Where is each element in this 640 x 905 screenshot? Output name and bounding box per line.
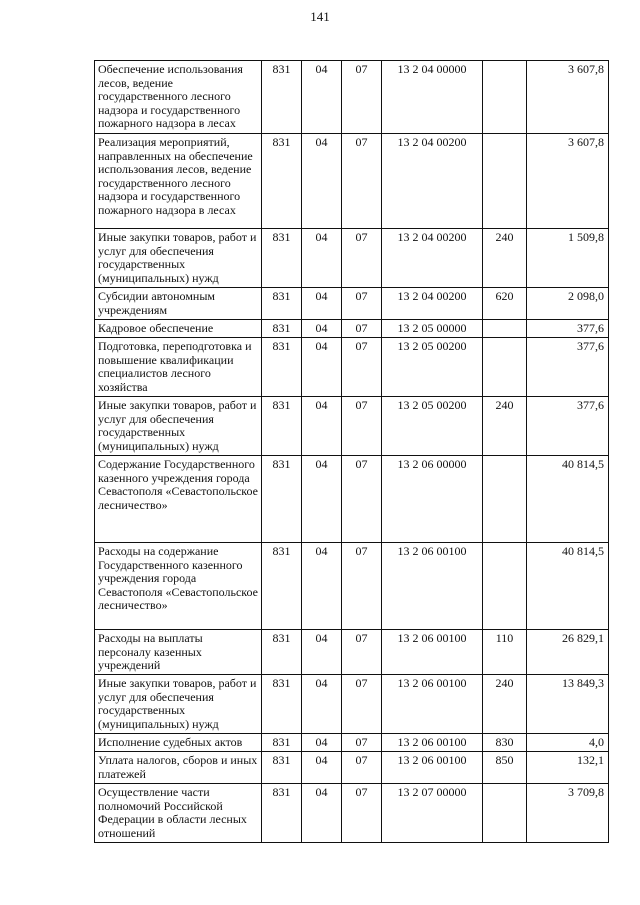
row-target-article-cell: 13 2 04 00200 xyxy=(382,134,483,229)
table-body xyxy=(95,61,609,843)
page-number: 141 xyxy=(310,9,330,24)
row-section-code-cell: 04 xyxy=(302,229,342,288)
row-ministry-code-cell: 831 xyxy=(262,397,302,456)
row-section-code-cell: 04 xyxy=(302,734,342,752)
row-target-article-cell: 13 2 06 00100 xyxy=(382,734,483,752)
row-name-cell: Содержание Государственного казенного учреждения города Севастополя «Севастопольское лесничество» xyxy=(95,456,262,543)
table-row xyxy=(95,338,609,397)
row-ministry-code-cell: 831 xyxy=(262,229,302,288)
row-name-cell: Иные закупки товаров, работ и услуг для обеспечения государственных (муниципальных) нужд xyxy=(95,675,262,734)
row-section-code-cell: 04 xyxy=(302,456,342,543)
row-expense-type-cell xyxy=(483,543,527,630)
row-name-cell: Кадровое обеспечение xyxy=(95,320,262,338)
row-ministry-code-cell: 831 xyxy=(262,675,302,734)
row-name-cell: Расходы на выплаты персоналу казенных учреждений xyxy=(95,630,262,675)
row-subsection-code-cell: 07 xyxy=(342,229,382,288)
row-subsection-code-cell: 07 xyxy=(342,61,382,134)
row-amount-cell: 13 849,3 xyxy=(527,675,609,734)
row-expense-type-cell xyxy=(483,61,527,134)
row-expense-type-cell: 110 xyxy=(483,630,527,675)
table-row xyxy=(95,134,609,229)
table-row xyxy=(95,543,609,630)
row-subsection-code-cell: 07 xyxy=(342,134,382,229)
row-amount-cell: 3 607,8 xyxy=(527,134,609,229)
row-subsection-code-cell: 07 xyxy=(342,456,382,543)
row-target-article-cell: 13 2 06 00100 xyxy=(382,752,483,784)
row-section-code-cell: 04 xyxy=(302,543,342,630)
table-row xyxy=(95,784,609,843)
row-subsection-code-cell: 07 xyxy=(342,288,382,320)
row-amount-cell: 377,6 xyxy=(527,397,609,456)
row-amount-cell: 4,0 xyxy=(527,734,609,752)
row-expense-type-cell xyxy=(483,338,527,397)
row-target-article-cell: 13 2 04 00200 xyxy=(382,229,483,288)
row-ministry-code-cell: 831 xyxy=(262,456,302,543)
row-expense-type-cell: 850 xyxy=(483,752,527,784)
row-target-article-cell: 13 2 04 00000 xyxy=(382,61,483,134)
row-amount-cell: 3 709,8 xyxy=(527,784,609,843)
table-row xyxy=(95,675,609,734)
table-row xyxy=(95,752,609,784)
row-subsection-code-cell: 07 xyxy=(342,543,382,630)
row-expense-type-cell xyxy=(483,456,527,543)
row-subsection-code-cell: 07 xyxy=(342,320,382,338)
row-section-code-cell: 04 xyxy=(302,784,342,843)
row-section-code-cell: 04 xyxy=(302,397,342,456)
table-row xyxy=(95,456,609,543)
row-amount-cell: 3 607,8 xyxy=(527,61,609,134)
row-target-article-cell: 13 2 06 00000 xyxy=(382,456,483,543)
row-expense-type-cell xyxy=(483,784,527,843)
table-row xyxy=(95,61,609,134)
row-section-code-cell: 04 xyxy=(302,134,342,229)
row-amount-cell: 377,6 xyxy=(527,320,609,338)
row-section-code-cell: 04 xyxy=(302,61,342,134)
row-target-article-cell: 13 2 05 00200 xyxy=(382,338,483,397)
row-name-cell: Реализация мероприятий, направленных на обеспечение использования лесов, ведение государственного лесного надзора и государственного пожарного надзора в лесах xyxy=(95,134,262,229)
table-row xyxy=(95,229,609,288)
row-subsection-code-cell: 07 xyxy=(342,630,382,675)
row-ministry-code-cell: 831 xyxy=(262,61,302,134)
row-section-code-cell: 04 xyxy=(302,320,342,338)
row-section-code-cell: 04 xyxy=(302,675,342,734)
row-section-code-cell: 04 xyxy=(302,752,342,784)
row-target-article-cell: 13 2 06 00100 xyxy=(382,543,483,630)
table-row xyxy=(95,288,609,320)
table-row xyxy=(95,630,609,675)
row-ministry-code-cell: 831 xyxy=(262,734,302,752)
row-name-cell: Исполнение судебных актов xyxy=(95,734,262,752)
row-subsection-code-cell: 07 xyxy=(342,734,382,752)
row-expense-type-cell: 240 xyxy=(483,675,527,734)
row-expense-type-cell: 830 xyxy=(483,734,527,752)
row-amount-cell: 40 814,5 xyxy=(527,456,609,543)
row-ministry-code-cell: 831 xyxy=(262,288,302,320)
row-ministry-code-cell: 831 xyxy=(262,630,302,675)
row-section-code-cell: 04 xyxy=(302,338,342,397)
row-ministry-code-cell: 831 xyxy=(262,134,302,229)
row-name-cell: Субсидии автономным учреждениям xyxy=(95,288,262,320)
row-subsection-code-cell: 07 xyxy=(342,752,382,784)
row-expense-type-cell: 240 xyxy=(483,397,527,456)
row-subsection-code-cell: 07 xyxy=(342,784,382,843)
table-row xyxy=(95,734,609,752)
row-amount-cell: 1 509,8 xyxy=(527,229,609,288)
row-ministry-code-cell: 831 xyxy=(262,338,302,397)
row-target-article-cell: 13 2 04 00200 xyxy=(382,288,483,320)
row-name-cell: Иные закупки товаров, работ и услуг для обеспечения государственных (муниципальных) нужд xyxy=(95,397,262,456)
row-amount-cell: 132,1 xyxy=(527,752,609,784)
row-section-code-cell: 04 xyxy=(302,630,342,675)
row-name-cell: Обеспечение использования лесов, ведение государственного лесного надзора и государственного пожарного надзора в лесах xyxy=(95,61,262,134)
row-target-article-cell: 13 2 06 00100 xyxy=(382,675,483,734)
row-amount-cell: 2 098,0 xyxy=(527,288,609,320)
row-target-article-cell: 13 2 07 00000 xyxy=(382,784,483,843)
row-subsection-code-cell: 07 xyxy=(342,675,382,734)
budget-table xyxy=(94,60,609,843)
row-target-article-cell: 13 2 05 00200 xyxy=(382,397,483,456)
row-ministry-code-cell: 831 xyxy=(262,784,302,843)
row-expense-type-cell xyxy=(483,320,527,338)
row-subsection-code-cell: 07 xyxy=(342,338,382,397)
row-name-cell: Уплата налогов, сборов и иных платежей xyxy=(95,752,262,784)
row-expense-type-cell xyxy=(483,134,527,229)
row-name-cell: Подготовка, переподготовка и повышение квалификации специалистов лесного хозяйства xyxy=(95,338,262,397)
row-amount-cell: 26 829,1 xyxy=(527,630,609,675)
row-ministry-code-cell: 831 xyxy=(262,752,302,784)
row-name-cell: Расходы на содержание Государственного казенного учреждения города Севастополя «Севастопольское лесничество» xyxy=(95,543,262,630)
table-row xyxy=(95,397,609,456)
row-target-article-cell: 13 2 05 00000 xyxy=(382,320,483,338)
row-expense-type-cell: 620 xyxy=(483,288,527,320)
row-name-cell: Иные закупки товаров, работ и услуг для обеспечения государственных (муниципальных) нужд xyxy=(95,229,262,288)
row-name-cell: Осуществление части полномочий Российской Федерации в области лесных отношений xyxy=(95,784,262,843)
table-row xyxy=(95,320,609,338)
row-amount-cell: 377,6 xyxy=(527,338,609,397)
row-ministry-code-cell: 831 xyxy=(262,320,302,338)
row-section-code-cell: 04 xyxy=(302,288,342,320)
row-subsection-code-cell: 07 xyxy=(342,397,382,456)
row-ministry-code-cell: 831 xyxy=(262,543,302,630)
row-target-article-cell: 13 2 06 00100 xyxy=(382,630,483,675)
row-amount-cell: 40 814,5 xyxy=(527,543,609,630)
row-expense-type-cell: 240 xyxy=(483,229,527,288)
